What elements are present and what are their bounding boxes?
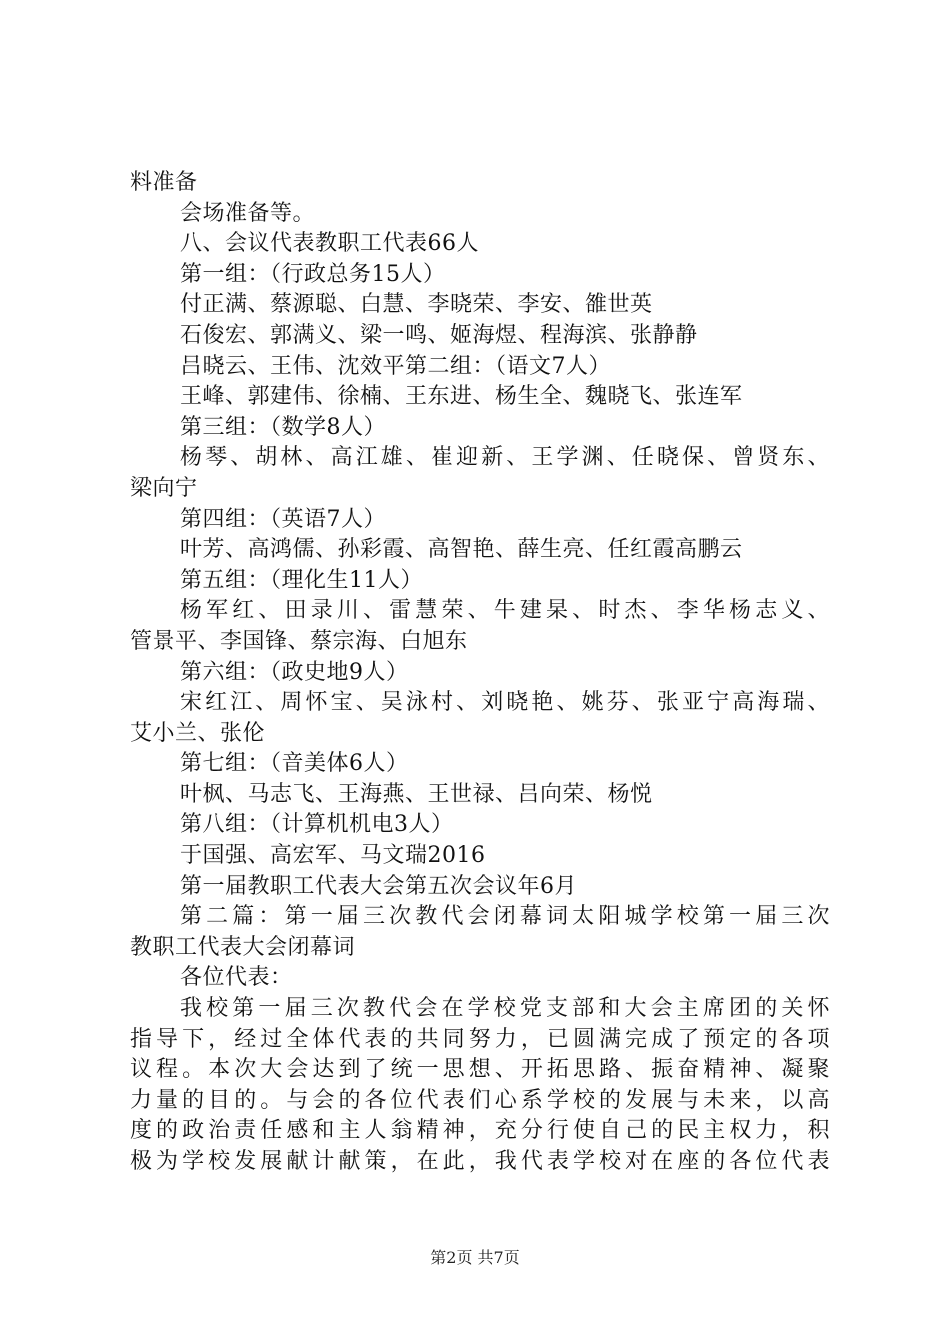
- text-line: 付正满、蔡源聪、白慧、李晓荣、李安、雒世英: [180, 292, 653, 318]
- text-line: 我校第一届三次教代会在学校党支部和大会主席团的关怀: [180, 996, 830, 1022]
- page-footer: 第2页 共7页: [430, 1248, 520, 1267]
- text-line: 石俊宏、郭满义、梁一鸣、姬海煜、程海滨、张静静: [180, 322, 698, 348]
- document-body: [130, 168, 830, 1178]
- text-line: 各位代表：: [180, 965, 293, 991]
- text-line: 会场准备等。: [180, 200, 316, 226]
- text-line: 于国强、高宏军、马文瑞2016: [180, 843, 486, 869]
- text-line: 料准备: [130, 170, 198, 195]
- text-line: 艾小兰、张伦: [130, 720, 266, 746]
- text-line: 第二篇：第一届三次教代会闭幕词太阳城学校第一届三次: [180, 904, 830, 930]
- text-line: 指导下，经过全体代表的共同努力，已圆满完成了预定的各项: [130, 1026, 830, 1052]
- text-line: 叶枫、马志飞、王海燕、王世禄、吕向荣、杨悦: [180, 781, 653, 807]
- text-line: 第一组：（行政总务15人）: [180, 261, 446, 287]
- text-line: 第六组：（政史地9人）: [180, 659, 409, 685]
- text-line: 杨军红、田录川、雷慧荣、牛建杲、时杰、李华杨志义、: [180, 598, 830, 624]
- text-line: 度的政治责任感和主人翁精神，充分行使自己的民主权力，积: [130, 1118, 830, 1144]
- text-line: 管景平、李国锋、蔡宗海、白旭东: [130, 628, 468, 654]
- text-line: 第八组：（计算机机电3人）: [180, 812, 454, 838]
- text-line: 力量的目的。与会的各位代表们心系学校的发展与未来，以高: [130, 1087, 830, 1113]
- text-line: 教职工代表大会闭幕词: [130, 934, 356, 960]
- text-line: 八、会议代表教职工代表66人: [180, 231, 479, 257]
- text-line: 第四组：（英语7人）: [180, 506, 386, 532]
- text-line: 第五组：（理化生11人）: [180, 567, 423, 593]
- text-line: 梁向宁: [130, 475, 198, 501]
- text-line: 吕晓云、王伟、沈效平第二组：（语文7人）: [180, 353, 611, 379]
- text-line: 第三组：（数学8人）: [180, 414, 386, 440]
- text-line: 宋红江、周怀宝、吴泳村、刘晓艳、姚芬、张亚宁高海瑞、: [180, 690, 830, 716]
- text-line: 极为学校发展献计献策，在此，我代表学校对在座的各位代表: [130, 1149, 830, 1174]
- text-line: 议程。本次大会达到了统一思想、开拓思路、振奋精神、凝聚: [130, 1057, 830, 1083]
- text-line: 杨琴、胡林、高江雄、崔迎新、王学渊、任晓保、曾贤东、: [180, 445, 830, 471]
- text-line: 第七组：（音美体6人）: [180, 751, 409, 777]
- text-line: 第一届教职工代表大会第五次会议年6月: [180, 873, 577, 899]
- text-line: 叶芳、高鸿儒、孙彩霞、高智艳、薛生亮、任红霞高鹏云: [180, 537, 743, 563]
- text-line: 王峰、郭建伟、徐楠、王东进、杨生全、魏晓飞、张连军: [180, 384, 743, 410]
